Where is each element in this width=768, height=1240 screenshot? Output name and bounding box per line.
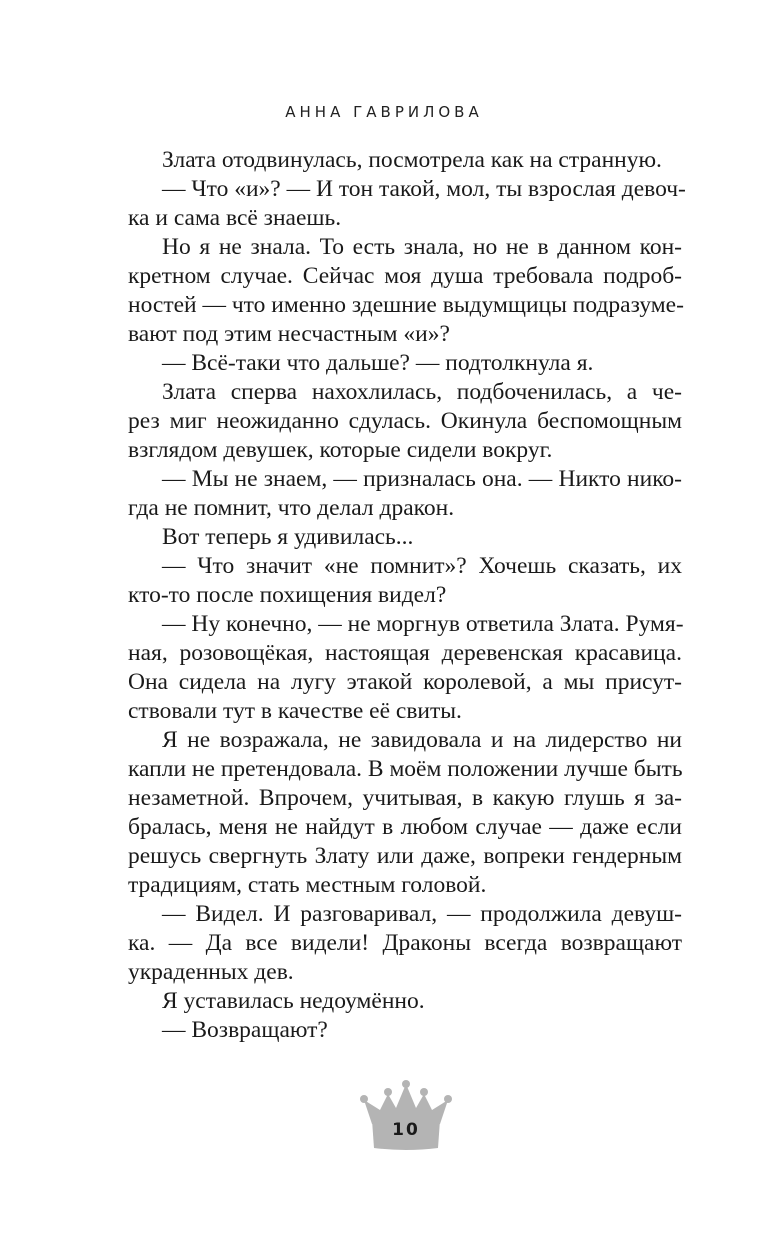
text-line: Я не возражала, не завидовала и на лидерство ни (162, 727, 682, 753)
running-head-author: АННА ГАВРИЛОВА (285, 103, 483, 121)
text-line: — Возвращают? (162, 1017, 328, 1043)
text-line: решусь свергнуть Злату или даже, вопреки гендерным (128, 843, 682, 869)
text-line: ка и сама всё знаешь. (128, 205, 342, 231)
text-line: — Что «и»? — И тон такой, мол, ты взрослая девоч- (162, 176, 686, 202)
text-line: — Всё-таки что дальше? — подтолкнула я. (162, 350, 594, 376)
text-line: Вот теперь я удивилась... (162, 524, 414, 550)
text-line: бралась, меня не найдут в любом случае — даже если (128, 814, 682, 840)
text-line: ностей — что именно здешние выдумщицы подразуме- (128, 292, 684, 318)
text-line: Я уставилась недоумённо. (162, 988, 425, 1014)
text-line: ная, розовощёкая, настоящая деревенская красавица. (128, 640, 682, 666)
text-line: рез миг неожиданно сдулась. Окинула беспомощным (128, 408, 682, 434)
text-line: украденных дев. (128, 959, 294, 985)
text-line: — Видел. И разговаривал, — продолжила девуш- (162, 901, 682, 927)
text-line: — Ну конечно, — не моргнув ответила Злата. Румя- (162, 611, 684, 637)
text-line: Она сидела на лугу этакой королевой, а мы присут- (128, 669, 682, 695)
text-line: — Мы не знаем, — призналась она. — Никто нико- (162, 466, 682, 492)
text-line: капли не претендовала. В моём положении лучше быть (128, 756, 683, 782)
page-folio (358, 1080, 454, 1150)
text-line: вают под этим несчастным «и»? (128, 321, 450, 347)
text-line: — Что значит «не помнит»? Хочешь сказать, их (162, 553, 682, 579)
text-line: кретном случае. Сейчас моя душа требовала подроб- (128, 263, 682, 289)
text-line: незаметной. Впрочем, учитывая, в какую глушь я за- (128, 785, 682, 811)
text-line: взглядом девушек, которые сидели вокруг. (128, 437, 553, 463)
text-line: Но я не знала. То есть знала, но не в данном кон- (162, 234, 682, 260)
page-number: 10 (392, 1120, 420, 1140)
text-line: кто-то после похищения видел? (128, 582, 447, 608)
text-line: ка. — Да все видели! Драконы всегда возвращают (128, 930, 682, 956)
body-text (128, 146, 686, 1045)
text-line: Злата сперва нахохлилась, подбоченилась, а че- (162, 379, 682, 405)
text-line: Злата отодвинулась, посмотрела как на странную. (162, 147, 662, 173)
text-line: ствовали тут в качестве её свиты. (128, 698, 462, 724)
text-line: традициям, стать местным головой. (128, 872, 487, 898)
text-line: гда не помнит, что делал дракон. (128, 495, 455, 521)
